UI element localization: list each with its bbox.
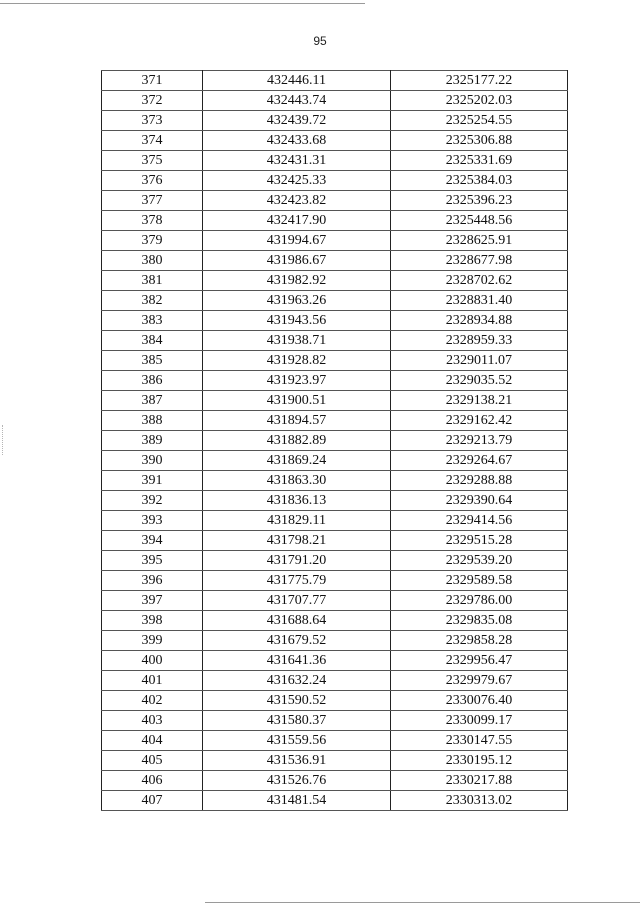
point-number-cell: 405 <box>102 751 203 771</box>
point-number-cell: 382 <box>102 291 203 311</box>
table-row <box>102 71 568 91</box>
point-number-cell: 385 <box>102 351 203 371</box>
x-coordinate-cell: 431928.82 <box>203 351 391 371</box>
point-number-cell: 373 <box>102 111 203 131</box>
point-number-cell: 380 <box>102 251 203 271</box>
y-coordinate-cell: 2329539.20 <box>391 551 568 571</box>
table-row <box>102 411 568 431</box>
table-row <box>102 791 568 811</box>
x-coordinate-cell: 431994.67 <box>203 231 391 251</box>
table-row <box>102 231 568 251</box>
y-coordinate-cell: 2329589.58 <box>391 571 568 591</box>
table-row <box>102 431 568 451</box>
x-coordinate-cell: 432446.11 <box>203 71 391 91</box>
point-number-cell: 395 <box>102 551 203 571</box>
y-coordinate-cell: 2329162.42 <box>391 411 568 431</box>
table-row <box>102 391 568 411</box>
y-coordinate-cell: 2325306.88 <box>391 131 568 151</box>
point-number-cell: 386 <box>102 371 203 391</box>
y-coordinate-cell: 2328625.91 <box>391 231 568 251</box>
y-coordinate-cell: 2329011.07 <box>391 351 568 371</box>
table-row <box>102 311 568 331</box>
x-coordinate-cell: 431982.92 <box>203 271 391 291</box>
table-row <box>102 751 568 771</box>
y-coordinate-cell: 2325202.03 <box>391 91 568 111</box>
y-coordinate-cell: 2330313.02 <box>391 791 568 811</box>
table-row <box>102 351 568 371</box>
table-row <box>102 91 568 111</box>
point-number-cell: 389 <box>102 431 203 451</box>
x-coordinate-cell: 432443.74 <box>203 91 391 111</box>
point-number-cell: 396 <box>102 571 203 591</box>
x-coordinate-cell: 431526.76 <box>203 771 391 791</box>
x-coordinate-cell: 432417.90 <box>203 211 391 231</box>
x-coordinate-cell: 431791.20 <box>203 551 391 571</box>
table-row <box>102 291 568 311</box>
point-number-cell: 403 <box>102 711 203 731</box>
point-number-cell: 388 <box>102 411 203 431</box>
y-coordinate-cell: 2328702.62 <box>391 271 568 291</box>
point-number-cell: 372 <box>102 91 203 111</box>
x-coordinate-cell: 431641.36 <box>203 651 391 671</box>
x-coordinate-cell: 431986.67 <box>203 251 391 271</box>
point-number-cell: 393 <box>102 511 203 531</box>
coordinate-table <box>101 70 568 811</box>
table-row <box>102 651 568 671</box>
x-coordinate-cell: 431632.24 <box>203 671 391 691</box>
table-row <box>102 511 568 531</box>
point-number-cell: 374 <box>102 131 203 151</box>
x-coordinate-cell: 431536.91 <box>203 751 391 771</box>
x-coordinate-cell: 432433.68 <box>203 131 391 151</box>
x-coordinate-cell: 431559.56 <box>203 731 391 751</box>
x-coordinate-cell: 431900.51 <box>203 391 391 411</box>
point-number-cell: 399 <box>102 631 203 651</box>
point-number-cell: 376 <box>102 171 203 191</box>
x-coordinate-cell: 431836.13 <box>203 491 391 511</box>
top-edge-rule <box>0 3 365 4</box>
point-number-cell: 377 <box>102 191 203 211</box>
x-coordinate-cell: 431688.64 <box>203 611 391 631</box>
x-coordinate-cell: 431938.71 <box>203 331 391 351</box>
point-number-cell: 383 <box>102 311 203 331</box>
x-coordinate-cell: 432423.82 <box>203 191 391 211</box>
point-number-cell: 390 <box>102 451 203 471</box>
point-number-cell: 391 <box>102 471 203 491</box>
y-coordinate-cell: 2325396.23 <box>391 191 568 211</box>
table-row <box>102 571 568 591</box>
x-coordinate-cell: 431882.89 <box>203 431 391 451</box>
point-number-cell: 404 <box>102 731 203 751</box>
y-coordinate-cell: 2328959.33 <box>391 331 568 351</box>
y-coordinate-cell: 2325254.55 <box>391 111 568 131</box>
x-coordinate-cell: 431481.54 <box>203 791 391 811</box>
x-coordinate-cell: 431829.11 <box>203 511 391 531</box>
y-coordinate-cell: 2329858.28 <box>391 631 568 651</box>
table-row <box>102 531 568 551</box>
y-coordinate-cell: 2329786.00 <box>391 591 568 611</box>
x-coordinate-cell: 431679.52 <box>203 631 391 651</box>
point-number-cell: 402 <box>102 691 203 711</box>
x-coordinate-cell: 431863.30 <box>203 471 391 491</box>
x-coordinate-cell: 431923.97 <box>203 371 391 391</box>
y-coordinate-cell: 2329515.28 <box>391 531 568 551</box>
x-coordinate-cell: 431707.77 <box>203 591 391 611</box>
table-row <box>102 451 568 471</box>
x-coordinate-cell: 431894.57 <box>203 411 391 431</box>
y-coordinate-cell: 2329979.67 <box>391 671 568 691</box>
table-row <box>102 251 568 271</box>
coordinate-table-body <box>102 71 568 811</box>
table-row <box>102 731 568 751</box>
point-number-cell: 406 <box>102 771 203 791</box>
table-row <box>102 711 568 731</box>
table-row <box>102 111 568 131</box>
y-coordinate-cell: 2328677.98 <box>391 251 568 271</box>
point-number-cell: 394 <box>102 531 203 551</box>
point-number-cell: 401 <box>102 671 203 691</box>
table-row <box>102 551 568 571</box>
point-number-cell: 384 <box>102 331 203 351</box>
y-coordinate-cell: 2330076.40 <box>391 691 568 711</box>
y-coordinate-cell: 2329213.79 <box>391 431 568 451</box>
table-row <box>102 271 568 291</box>
y-coordinate-cell: 2330195.12 <box>391 751 568 771</box>
x-coordinate-cell: 431869.24 <box>203 451 391 471</box>
point-number-cell: 378 <box>102 211 203 231</box>
table-row <box>102 671 568 691</box>
point-number-cell: 387 <box>102 391 203 411</box>
table-row <box>102 611 568 631</box>
x-coordinate-cell: 431798.21 <box>203 531 391 551</box>
y-coordinate-cell: 2325384.03 <box>391 171 568 191</box>
page-number: 95 <box>313 34 327 48</box>
y-coordinate-cell: 2329288.88 <box>391 471 568 491</box>
x-coordinate-cell: 432431.31 <box>203 151 391 171</box>
table-row <box>102 591 568 611</box>
point-number-cell: 379 <box>102 231 203 251</box>
y-coordinate-cell: 2329414.56 <box>391 511 568 531</box>
x-coordinate-cell: 432439.72 <box>203 111 391 131</box>
y-coordinate-cell: 2329390.64 <box>391 491 568 511</box>
y-coordinate-cell: 2325448.56 <box>391 211 568 231</box>
x-coordinate-cell: 431963.26 <box>203 291 391 311</box>
point-number-cell: 407 <box>102 791 203 811</box>
x-coordinate-cell: 431590.52 <box>203 691 391 711</box>
point-number-cell: 371 <box>102 71 203 91</box>
table-row <box>102 211 568 231</box>
bottom-edge-rule <box>205 902 640 903</box>
table-row <box>102 771 568 791</box>
x-coordinate-cell: 431580.37 <box>203 711 391 731</box>
table-row <box>102 171 568 191</box>
x-coordinate-cell: 432425.33 <box>203 171 391 191</box>
table-row <box>102 131 568 151</box>
left-edge-mark <box>2 425 3 455</box>
table-row <box>102 331 568 351</box>
y-coordinate-cell: 2330099.17 <box>391 711 568 731</box>
y-coordinate-cell: 2329956.47 <box>391 651 568 671</box>
table-row <box>102 471 568 491</box>
y-coordinate-cell: 2328934.88 <box>391 311 568 331</box>
table-row <box>102 151 568 171</box>
y-coordinate-cell: 2330217.88 <box>391 771 568 791</box>
point-number-cell: 375 <box>102 151 203 171</box>
y-coordinate-cell: 2329035.52 <box>391 371 568 391</box>
table-row <box>102 691 568 711</box>
x-coordinate-cell: 431943.56 <box>203 311 391 331</box>
point-number-cell: 398 <box>102 611 203 631</box>
table-row <box>102 631 568 651</box>
point-number-cell: 381 <box>102 271 203 291</box>
y-coordinate-cell: 2330147.55 <box>391 731 568 751</box>
point-number-cell: 400 <box>102 651 203 671</box>
table-row <box>102 491 568 511</box>
y-coordinate-cell: 2328831.40 <box>391 291 568 311</box>
y-coordinate-cell: 2329138.21 <box>391 391 568 411</box>
table-row <box>102 371 568 391</box>
point-number-cell: 397 <box>102 591 203 611</box>
y-coordinate-cell: 2325177.22 <box>391 71 568 91</box>
point-number-cell: 392 <box>102 491 203 511</box>
y-coordinate-cell: 2329264.67 <box>391 451 568 471</box>
x-coordinate-cell: 431775.79 <box>203 571 391 591</box>
table-row <box>102 191 568 211</box>
y-coordinate-cell: 2329835.08 <box>391 611 568 631</box>
y-coordinate-cell: 2325331.69 <box>391 151 568 171</box>
